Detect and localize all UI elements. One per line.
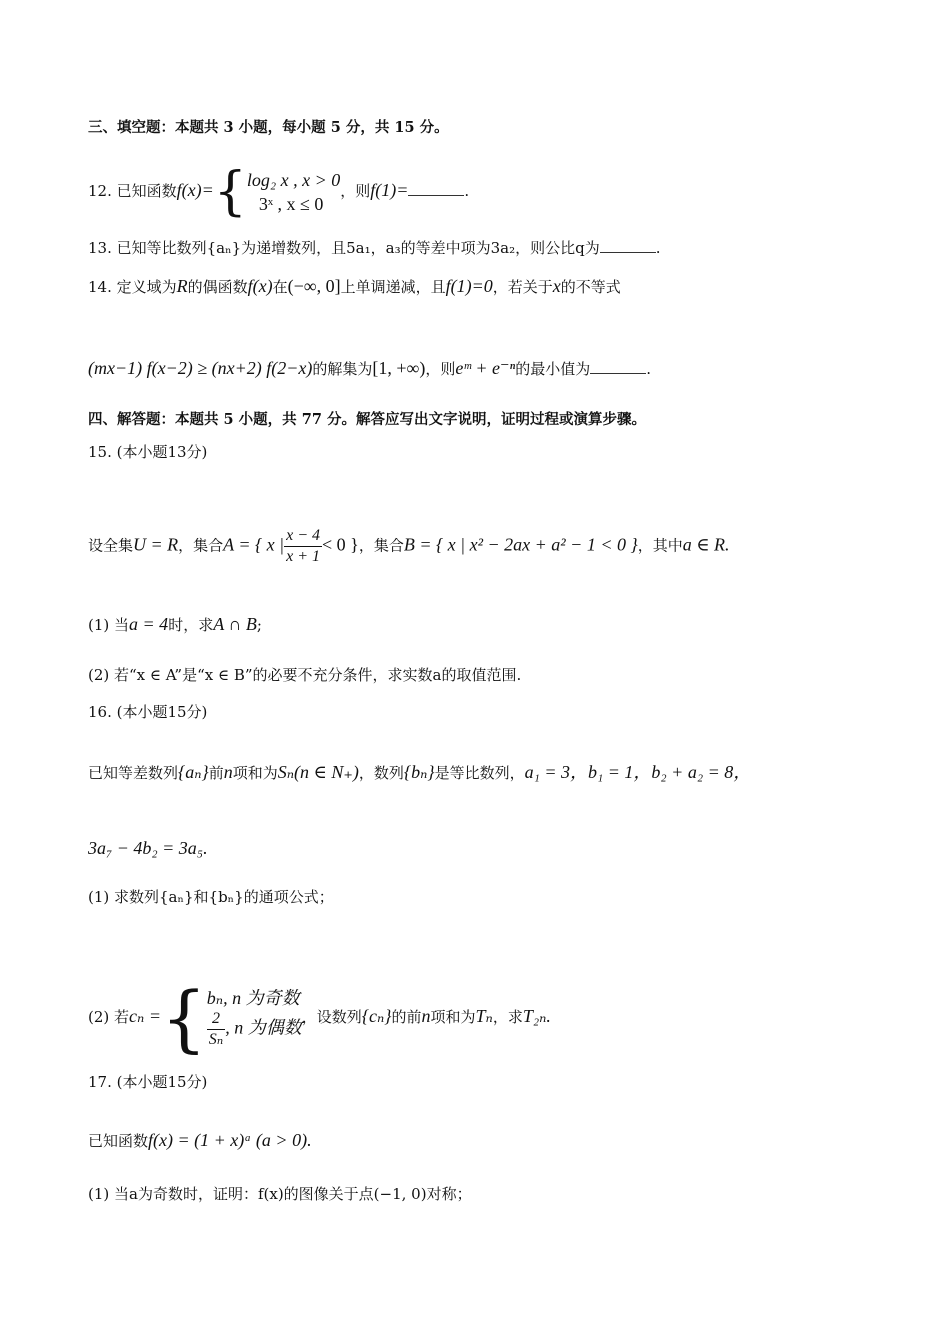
q16-text-f: ，设数列 bbox=[301, 1008, 362, 1026]
q14-solution-set: [1, +∞) bbox=[372, 358, 426, 378]
q14-answer-blank[interactable] bbox=[590, 361, 646, 374]
q16-text-g: 的前 bbox=[391, 1008, 422, 1026]
question-14-line-1 bbox=[88, 276, 621, 297]
q12-case-1: log₂ x , x > 0 bbox=[246, 170, 341, 190]
q16-Sn: Sₙ(n ∈ N₊) bbox=[277, 762, 359, 782]
q15-set-A-left: A = { x | bbox=[223, 534, 285, 555]
q14-text-g: 的解集为 bbox=[312, 360, 373, 378]
section-3-header: 三、填空题：本题共 3 小题，每小题 5 分，共 15 分。 bbox=[88, 119, 449, 136]
q16-text-e: 是等比数列， bbox=[434, 764, 525, 782]
q16-text-c: 项和为 bbox=[232, 764, 278, 782]
q15-set-B: B = { x | x² − 2ax + a² − 1 < 0 } bbox=[403, 534, 638, 555]
q16-text-i: ，求 bbox=[492, 1008, 523, 1026]
q12-f-left: f(x)= bbox=[176, 180, 214, 200]
q17-title: 17. (本小题15分) bbox=[88, 1073, 208, 1091]
q13-answer-blank[interactable] bbox=[600, 240, 656, 253]
q12-cases bbox=[247, 168, 340, 216]
q17-text-a: 已知函数 bbox=[88, 1132, 149, 1150]
q15-text-b: ，集合 bbox=[178, 536, 224, 555]
question-17-statement bbox=[88, 1130, 312, 1151]
q14-interval: (−∞, 0] bbox=[287, 276, 341, 296]
q15-part-1-text: 时，求 bbox=[168, 616, 214, 634]
q16-seq-c: {cₙ} bbox=[361, 1006, 392, 1026]
q16-part-2 bbox=[88, 976, 551, 1060]
section-4-header: 四、解答题：本题共 5 小题，共 77 分。解答应写出文字说明，证明过程或演算步骤。 bbox=[88, 411, 646, 428]
q16-text-a: 已知等差数列 bbox=[88, 764, 179, 782]
q16-case-fraction bbox=[207, 1009, 225, 1050]
q14-fx: f(x) bbox=[247, 276, 273, 296]
q16-n: n bbox=[223, 762, 233, 782]
q15-text-c: ，集合 bbox=[358, 536, 404, 555]
q14-text-a: 14. 定义域为 bbox=[88, 278, 177, 296]
q15-title: 15. (本小题13分) bbox=[88, 443, 208, 461]
q16-text-h: 项和为 bbox=[430, 1008, 476, 1026]
q16-text-d: ，数列 bbox=[358, 764, 404, 782]
q14-text-b: 的偶函数 bbox=[187, 278, 248, 296]
q12-case-2: 3ˣ , x ≤ 0 bbox=[258, 194, 324, 214]
q12-prefix: 12. 已知函数 bbox=[88, 182, 177, 200]
q14-text-e: ，若关于 bbox=[492, 278, 553, 296]
q15-universal-set: U = R bbox=[133, 534, 179, 555]
q14-text-i: 的最小值为 bbox=[515, 360, 591, 378]
q15-set-A-fraction bbox=[284, 526, 322, 567]
q15-intersection: A ∩ B bbox=[213, 614, 257, 634]
q16-case-even-tail: , n 为偶数 bbox=[225, 1017, 302, 1037]
q14-domain-R: R bbox=[176, 276, 188, 296]
q13-end: . bbox=[655, 239, 661, 257]
q16-n-2: n bbox=[421, 1006, 431, 1026]
q15-set-A-right: < 0 } bbox=[322, 534, 359, 555]
q15-part-1 bbox=[88, 614, 262, 635]
q14-text-h: ，则 bbox=[425, 360, 456, 378]
q17-part-1: (1) 当a为奇数时，证明：f(x)的图像关于点(−1, 0)对称； bbox=[88, 1185, 472, 1203]
q16-case-fraction-den: Sₙ bbox=[208, 1030, 224, 1048]
q15-fraction-numerator: x − 4 bbox=[284, 526, 322, 547]
q14-text-f: 的不等式 bbox=[560, 278, 621, 296]
q16-T2n: T₂ₙ. bbox=[522, 1006, 551, 1026]
q17-function: f(x) = (1 + x)ᵃ (a > 0). bbox=[148, 1130, 312, 1150]
q16-conditions: a₁ = 3，b₁ = 1，b₂ + a₂ = 8， bbox=[524, 762, 752, 782]
q12-brace: { bbox=[213, 162, 247, 222]
q16-equation: 3a₇ − 4b₂ = 3a₅. bbox=[88, 838, 208, 858]
q14-inequality: (mx−1) f(x−2) ≥ (nx+2) f(2−x) bbox=[88, 358, 313, 378]
q12-mid: ，则 bbox=[340, 182, 371, 200]
q14-f1: f(1)=0 bbox=[445, 276, 493, 296]
q15-a-in-R: a ∈ R. bbox=[682, 534, 730, 555]
q15-fraction-denominator: x + 1 bbox=[286, 548, 321, 565]
q16-seq-b: {bₙ} bbox=[403, 762, 435, 782]
q16-part-2-label: (2) 若 bbox=[88, 1008, 130, 1026]
q14-end: . bbox=[646, 360, 652, 378]
question-16-statement bbox=[88, 762, 751, 783]
q16-cases bbox=[207, 987, 302, 1050]
q16-brace: { bbox=[160, 976, 207, 1060]
q14-expression: eᵐ + e⁻ⁿ bbox=[455, 358, 516, 378]
q15-text-d: ，其中 bbox=[637, 536, 683, 555]
question-15-statement bbox=[88, 526, 730, 567]
q15-part-1-label: (1) 当 bbox=[88, 616, 130, 634]
q14-text-c: 在 bbox=[272, 278, 288, 296]
q12-f-right: f(1)= bbox=[370, 180, 409, 200]
q16-text-b: 前 bbox=[208, 764, 224, 782]
q12-answer-blank[interactable] bbox=[408, 183, 464, 196]
q16-case-even bbox=[207, 1009, 302, 1050]
q15-part-1-end: ; bbox=[256, 616, 262, 634]
question-14-line-2 bbox=[88, 358, 651, 379]
q15-a-equals-4: a = 4 bbox=[129, 614, 169, 634]
q16-condition-line bbox=[88, 838, 208, 859]
q16-title: 16. (本小题15分) bbox=[88, 703, 208, 721]
q16-cn: cₙ = bbox=[129, 1006, 161, 1026]
q13-text: 13. 已知等比数列{aₙ}为递增数列，且5a₁，a₃的等差中项为3a₂，则公比q为 bbox=[88, 239, 600, 257]
q14-x: x bbox=[552, 276, 561, 296]
q15-part-2: (2) 若“x ∈ A”是“x ∈ B”的必要不充分条件，求实数a的取值范围. bbox=[88, 666, 522, 684]
q14-text-d: 上单调递减，且 bbox=[340, 278, 446, 296]
q16-case-fraction-num: 2 bbox=[207, 1009, 225, 1030]
question-12 bbox=[88, 162, 470, 222]
q12-end: . bbox=[464, 182, 470, 200]
q16-case-odd: bₙ, n 为奇数 bbox=[206, 987, 300, 1008]
q16-seq-a: {aₙ} bbox=[178, 762, 209, 782]
q16-Tn: Tₙ bbox=[475, 1006, 493, 1026]
question-13 bbox=[88, 238, 660, 258]
q16-part-1: (1) 求数列{aₙ}和{bₙ}的通项公式； bbox=[88, 888, 334, 906]
q15-text-a: 设全集 bbox=[88, 536, 134, 555]
